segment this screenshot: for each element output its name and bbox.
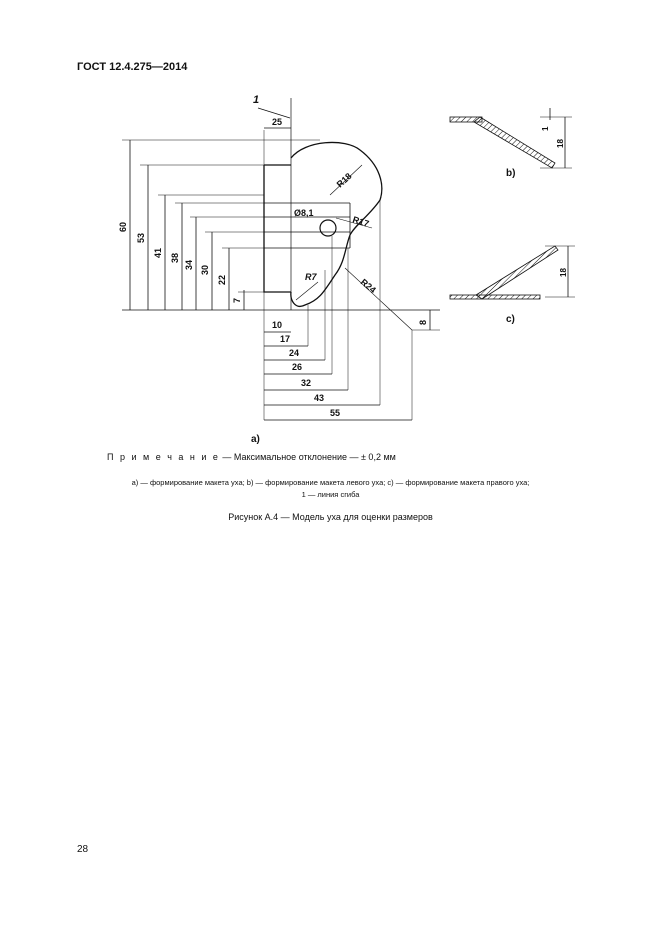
- dim-53: 53: [136, 232, 146, 243]
- figure-legend: [0, 477, 661, 501]
- radius-r24: R24: [358, 276, 378, 296]
- bend-line-marker: 1: [253, 94, 260, 106]
- figure-caption: Рисунок А.4 — Модель уха для оценки размеров: [228, 512, 433, 522]
- view-a-label: a): [251, 434, 260, 445]
- dim-41: 41: [153, 247, 163, 258]
- hole-diameter: Ø8,1: [294, 208, 314, 218]
- legend-line-2: 1 — линия сгиба: [301, 490, 360, 499]
- note-prefix: П р и м е ч а н и е: [107, 452, 220, 462]
- view-b-dim-1: 1: [541, 126, 550, 131]
- document-header: ГОСТ 12.4.275—2014: [77, 61, 188, 73]
- view-b-dim-18: 18: [556, 139, 565, 148]
- view-c-dim-18: 18: [559, 268, 568, 277]
- dim-25: 25: [272, 117, 283, 127]
- page-number: 28: [77, 844, 89, 855]
- dim-38: 38: [170, 252, 180, 263]
- dim-24: 24: [289, 348, 300, 358]
- dim-55: 55: [330, 408, 341, 418]
- legend-line-1: a) — формирование макета уха; b) — формирование макета левого уха; c) — формирование макета правого уха;: [131, 478, 530, 487]
- dim-30: 30: [200, 264, 210, 275]
- note: [107, 452, 396, 462]
- dim-22: 22: [217, 274, 227, 285]
- dim-17: 17: [280, 334, 291, 344]
- dim-10: 10: [272, 320, 283, 330]
- dim-26: 26: [292, 362, 303, 372]
- radius-r7: R7: [305, 272, 317, 282]
- dim-32: 32: [301, 378, 312, 388]
- radius-r18: R18: [334, 171, 354, 190]
- dim-34: 34: [184, 259, 194, 270]
- view-b-label: b): [506, 168, 516, 179]
- radius-r17: R17: [351, 214, 371, 230]
- dim-7: 7: [232, 297, 242, 303]
- dim-60: 60: [118, 221, 128, 232]
- view-c-label: c): [506, 314, 515, 325]
- dim-8: 8: [418, 319, 428, 325]
- dim-43: 43: [314, 393, 325, 403]
- note-text: — Максимальное отклонение — ± 0,2 мм: [219, 452, 396, 462]
